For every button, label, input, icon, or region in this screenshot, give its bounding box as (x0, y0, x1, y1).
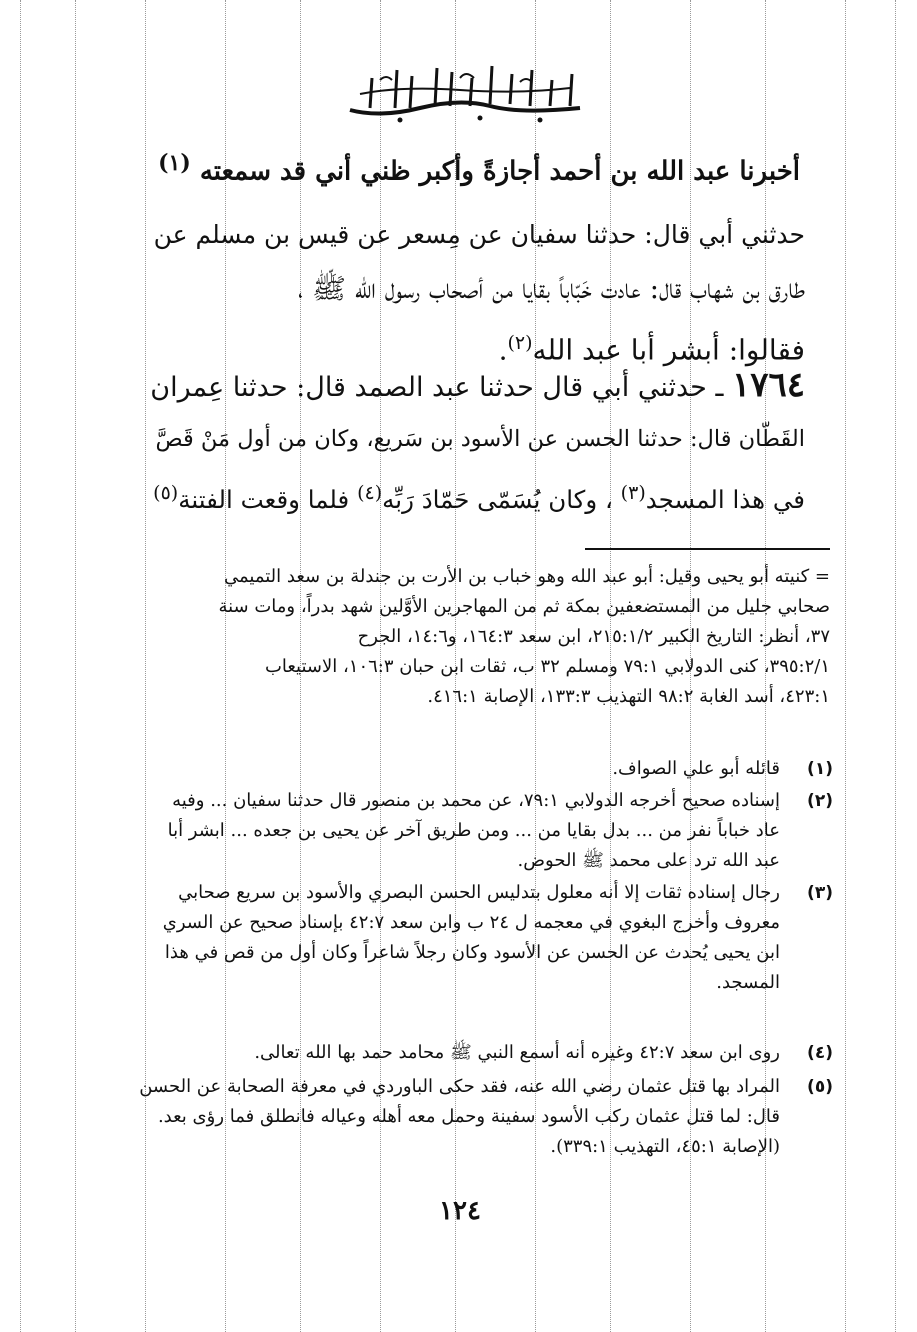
text-segment: في هذا المسجد (645, 485, 805, 515)
footnote-2 (120, 786, 833, 876)
footnote-line: المراد بها قتل عثمان رضي الله عنه، فقد حكى الباوردي في معرفة الصحابة عن الحسن (139, 1076, 780, 1097)
footnote-line: إسناده صحيح أخرجه الدولابي ٧٩:١، عن محمد بن منصور قال حدثنا سفيان ... وفيه (172, 790, 780, 811)
text-line: القَطّان قال: حدثنا الحسن عن الأسود بن سَريع، وكان من أول مَنْ قَصَّ (155, 426, 805, 452)
footnote-line: (الإصابة ٤٥:١، التهذيب ٣٣٩:١). (550, 1136, 780, 1157)
text-line: حدثني أبي قال: حدثنا سفيان عن مِسعر عن قيس بن مسلم عن (153, 220, 805, 249)
footnote-line: معروف وأخرج البغوي في معجمه ل ٢٤ ب وابن سعد ٤٢:٧ بإسناد صحيح عن السري (162, 912, 780, 933)
hadith-paragraph-1764 (145, 358, 805, 520)
heading-text: أخبرنا عبد الله بن أحمد أجازةً وأكبر ظني أني قد سمعته (199, 156, 800, 187)
footnote-line: عبد الله ترد على محمد ﷺ الحوض. (517, 850, 780, 871)
text-segment: ـ حدثني أبي قال حدثنا عبد الصمد قال: حدثنا عِمران (150, 372, 724, 403)
footnote-line: صحابي جليل من المستضعفين بمكة ثم من المهاجرين الأوَّلين شهد بدراً، ومات سنة (218, 596, 830, 617)
text-line: طارق بن شهاب قال: عادت خَبّاباً بقايا من أصحاب رسول الله ﷺ ، (297, 272, 805, 305)
footnote-number: (٤) (807, 1043, 833, 1063)
footnote-line: المسجد. (716, 972, 780, 993)
footnote-ref: (٥) (153, 482, 179, 504)
footnote-line: = كنيته أبو يحيى وقيل: أبو عبد الله وهو خباب بن الأرت بن جندلة بن سعد التميمي (224, 566, 830, 587)
text-segment: ، وكان يُسَمّى حَمّادَ رَبِّه (382, 485, 613, 515)
text-line (145, 358, 805, 412)
dotted-guide (895, 0, 896, 1332)
footnote-ref: (٢) (507, 332, 533, 354)
footnote-line: ٤٢٣:١، أسد الغابة ٩٨:٢ التهذيب ١٣٣:٣، الإصابة ٤١٦:١. (427, 686, 830, 707)
footnote-line: ابن يحيى يُحدث عن الحسن عن الأسود وكان رجلاً شاعراً وكان أول من قص في هذا (164, 942, 780, 963)
footnote-ref: (٤) (357, 482, 383, 504)
footnote-number: (١) (807, 759, 833, 779)
footnote-4 (120, 1038, 833, 1068)
footnote-number: (٢) (807, 791, 833, 811)
footnote-3 (120, 878, 833, 998)
text-line (145, 466, 805, 520)
footnote-separator (585, 548, 830, 550)
page-number: ١٢٤ (439, 1196, 481, 1226)
footnote-line: ٣٧، أنظر: التاريخ الكبير ٢١٥:١/٢، ابن سعد ١٦٤:٣، و١٤:٦، الجرح (357, 626, 830, 647)
footnote-number: (٥) (807, 1077, 833, 1097)
text-segment: . (498, 333, 508, 367)
footnote-number: (٣) (807, 883, 833, 903)
footnote-continuation (120, 562, 830, 712)
hadith-paragraph-1 (145, 208, 805, 370)
dotted-guide (75, 0, 76, 1332)
dotted-guide (845, 0, 846, 1332)
footnote-line: قائله أبو علي الصواف. (612, 758, 780, 779)
text-segment: فقالوا: أبشر أبا عبد الله (532, 333, 805, 367)
hadith-number: ١٧٦٤ (731, 365, 805, 405)
dotted-guide (20, 0, 21, 1332)
footnote-5 (120, 1072, 833, 1162)
footnote-line: روى ابن سعد ٤٢:٧ وغيره أنه أسمع النبي ﷺ محامد حمد بها الله تعالى. (254, 1042, 780, 1063)
footnote-line: ٣٩٥:٢/١، كنى الدولابي ٧٩:١ ومسلم ٣٢ ب، ثقات ابن حبان ١٠٦:٣، الاستيعاب (264, 656, 830, 677)
footnote-ref: (١) (158, 150, 191, 176)
footnote-1 (120, 754, 833, 784)
footnote-line: عاد خباباً نفر من ... بدل بقايا من ... ومن طريق آخر عن يحيى بن جعده ... ابشر أبا (167, 820, 780, 841)
basmala-calligraphy (340, 58, 590, 128)
footnote-ref: (٣) (620, 482, 646, 504)
text-segment: فلما وقعت الفتنة (178, 485, 350, 515)
footnote-line: رجال إسناده ثقات إلا أنه معلول بتدليس الحسن البصري والأسود بن سريع صحابي (178, 882, 780, 903)
footnote-line: قال: لما قتل عثمان ركب الأسود سفينة وحمل معه أهله وعياله فانطلق فما رؤى بعد. (157, 1106, 780, 1127)
chapter-heading (150, 150, 800, 187)
